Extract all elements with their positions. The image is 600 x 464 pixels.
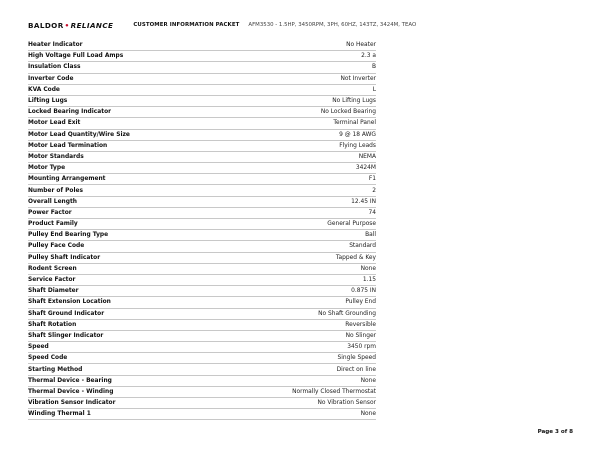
spec-value: 12.45 IN (351, 198, 376, 205)
spec-label: Rodent Screen (28, 265, 77, 272)
spec-row (28, 253, 376, 264)
spec-row (28, 286, 376, 297)
spec-label: Starting Method (28, 366, 83, 373)
spec-value: No Locked Bearing (320, 109, 376, 116)
spec-row (28, 387, 376, 398)
spec-row (28, 163, 376, 174)
spec-value: 0.875 IN (351, 288, 376, 295)
spec-value: No Shaft Grounding (318, 310, 376, 317)
spec-label: Shaft Extension Location (28, 299, 111, 306)
spec-value: Standard (349, 243, 376, 250)
spec-row (28, 353, 376, 364)
spec-value: 2.3 a (361, 53, 376, 60)
spec-value: Not Inverter (340, 75, 376, 82)
spec-label: Motor Lead Quantity/Wire Size (28, 131, 130, 138)
spec-row (28, 264, 376, 275)
spec-label: Motor Lead Exit (28, 120, 81, 127)
spec-value: 74 (368, 209, 376, 216)
spec-label: Shaft Rotation (28, 321, 77, 328)
spec-row (28, 174, 376, 185)
spec-label: Thermal Device - Bearing (28, 377, 112, 384)
spec-value: F1 (368, 176, 376, 183)
brand-name-right: RELIANCE (70, 20, 114, 30)
spec-row (28, 118, 376, 129)
spec-label: Insulation Class (28, 64, 81, 71)
spec-row (28, 185, 376, 196)
spec-row (28, 342, 376, 353)
spec-value: Ball (365, 232, 376, 239)
spec-row (28, 331, 376, 342)
spec-row (28, 230, 376, 241)
spec-value: L (372, 86, 376, 93)
spec-row (28, 152, 376, 163)
spec-value: Reversible (345, 321, 376, 328)
spec-label: Pulley Shaft Indicator (28, 254, 101, 261)
spec-row (28, 219, 376, 230)
spec-label: Thermal Device - Winding (28, 388, 114, 395)
brand-name-left: BALDOR (28, 20, 64, 30)
spec-row (28, 74, 376, 85)
spec-value: None (360, 411, 376, 418)
spec-label: Power Factor (28, 209, 72, 216)
spec-row (28, 208, 376, 219)
spec-label: Heater Indicator (28, 42, 83, 49)
spec-value: 3450 rpm (347, 344, 376, 351)
spec-label: KVA Code (28, 86, 60, 93)
spec-label: Pulley Face Code (28, 243, 85, 250)
spec-label: Motor Type (28, 165, 66, 172)
spec-label: Mounting Arrangement (28, 176, 106, 183)
spec-row (28, 409, 376, 420)
spec-value: No Heater (346, 42, 376, 49)
spec-value: 1.15 (362, 277, 376, 284)
page-number: Page 3 of 8 (537, 429, 573, 435)
spec-row (28, 51, 376, 62)
spec-value: B (371, 64, 376, 71)
spec-value: None (360, 265, 376, 272)
model-info: AFM3530 - 1.5HP, 3450RPM, 3PH, 60HZ, 143TZ, 3424M, TEAO (248, 22, 417, 28)
spec-value: Tapped & Key (335, 254, 376, 261)
packet-title: CUSTOMER INFORMATION PACKET (133, 22, 240, 28)
spec-row (28, 398, 376, 409)
spec-row (28, 62, 376, 73)
spec-row (28, 96, 376, 107)
spec-label: Overall Length (28, 198, 77, 205)
spec-label: Locked Bearing Indicator (28, 109, 112, 116)
spec-row (28, 309, 376, 320)
spec-value: General Purpose (327, 221, 376, 228)
spec-label: Shaft Ground Indicator (28, 310, 105, 317)
spec-value: Direct on line (336, 366, 376, 373)
spec-value: No Lifting Lugs (332, 98, 376, 105)
spec-value: NEMA (358, 153, 376, 160)
spec-row (28, 376, 376, 387)
spec-label: Speed (28, 344, 49, 351)
spec-label: Motor Standards (28, 153, 84, 160)
spec-label: Shaft Slinger Indicator (28, 332, 104, 339)
spec-row (28, 241, 376, 252)
spec-row (28, 320, 376, 331)
spec-value: Flying Leads (339, 142, 376, 149)
document-header (28, 19, 588, 31)
spec-row (28, 141, 376, 152)
spec-row (28, 297, 376, 308)
spec-label: Winding Thermal 1 (28, 411, 91, 418)
spec-label: Pulley End Bearing Type (28, 232, 109, 239)
spec-value: No Vibration Sensor (317, 400, 376, 407)
spec-row (28, 130, 376, 141)
spec-label: Service Factor (28, 277, 76, 284)
spec-label: Lifting Lugs (28, 98, 68, 105)
spec-value: Single Speed (337, 355, 376, 362)
spec-label: Vibration Sensor Indicator (28, 400, 116, 407)
spec-value: Terminal Panel (333, 120, 376, 127)
spec-value: 9 @ 18 AWG (339, 131, 376, 138)
spec-value: 3424M (355, 165, 376, 172)
spec-label: Motor Lead Termination (28, 142, 108, 149)
spec-label: Shaft Diameter (28, 288, 79, 295)
spec-value: 2 (372, 187, 376, 194)
spec-label: Inverter Code (28, 75, 74, 82)
spec-row (28, 85, 376, 96)
spec-label: Number of Poles (28, 187, 83, 194)
brand-separator: • (64, 20, 70, 30)
spec-row (28, 275, 376, 286)
spec-value: Normally Closed Thermostat (292, 388, 376, 395)
spec-value: Pulley End (345, 299, 376, 306)
spec-row (28, 40, 376, 51)
spec-label: Product Family (28, 221, 78, 228)
spec-label: Speed Code (28, 355, 68, 362)
spec-row (28, 197, 376, 208)
spec-table (28, 40, 376, 420)
spec-label: High Voltage Full Load Amps (28, 53, 124, 60)
spec-row (28, 364, 376, 375)
spec-value: None (360, 377, 376, 384)
spec-value: No Slinger (345, 332, 376, 339)
spec-row (28, 107, 376, 118)
brand-logo (28, 21, 113, 30)
